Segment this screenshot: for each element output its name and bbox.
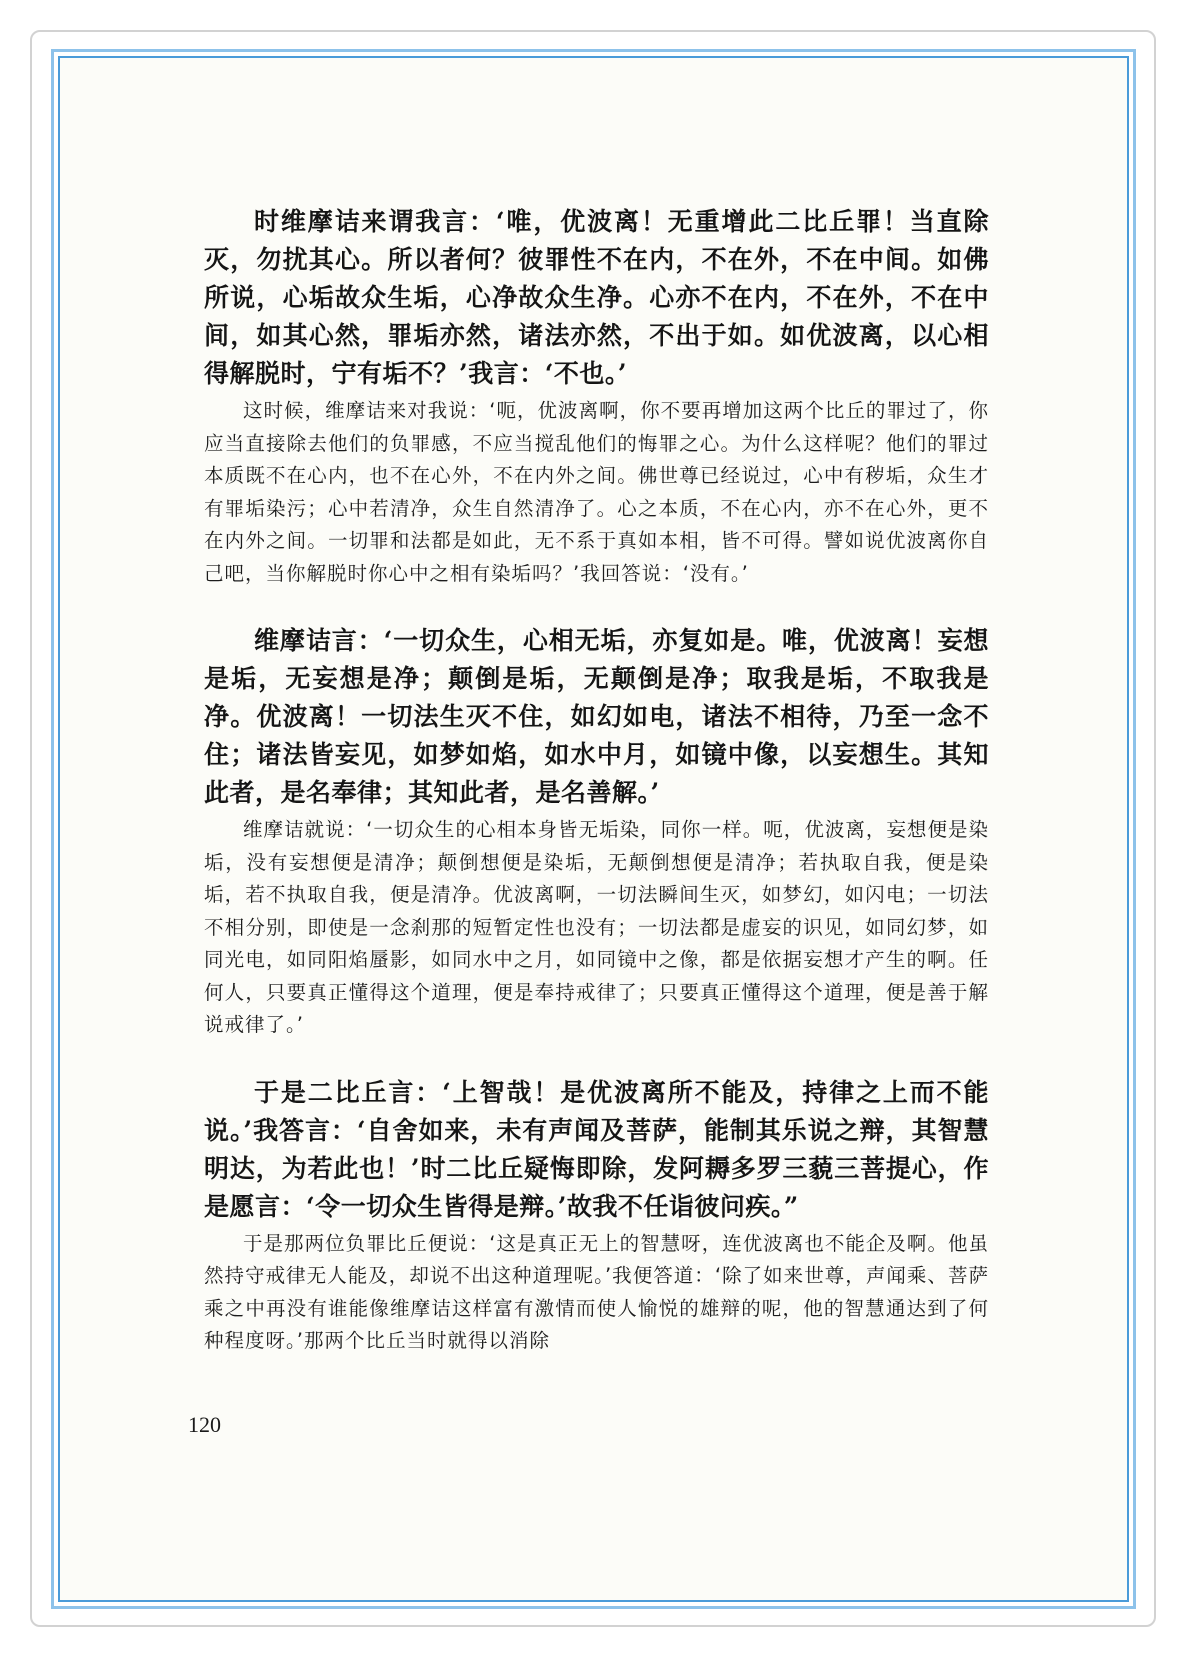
- translation-paragraph-2: 维摩诘就说：‘一切众生的心相本身皆无垢染，同你一样。呃，优波离，妄想便是染垢，没有妄想便是清净；颠倒想便是染垢，无颠倒想便是清净；若执取自我，便是染垢，若不执取自我，便是清净。优波离啊，一切法瞬间生灭，如梦幻，如闪电；一切法不相分别，即使是一念刹那的短暂定性也没有；一切法都是虚妄的识见，如同幻梦，如同光电，如同阳焰蜃影，如同水中之月，如同镜中之像，都是依据妄想才产生的啊。任何人，只要真正懂得这个道理，便是奉持戒律了；只要真正懂得这个道理，便是善于解说戒律了。’: [204, 818, 989, 1036]
- page-number: 120: [188, 1412, 221, 1437]
- section-1: [204, 203, 989, 590]
- section-2: [204, 622, 989, 1042]
- page-body: [204, 203, 989, 1358]
- scripture-paragraph-3: 于是二比丘言：‘上智哉！是优波离所不能及，持律之上而不能说。’我答言：‘自舍如来，未有声闻及菩萨，能制其乐说之辩，其智慧明达，为若此也！’时二比丘疑悔即除，发阿耨多罗三藐三菩提心，作是愿言：‘令一切众生皆得是辩。’故我不任诣彼问疾。”: [204, 1077, 989, 1221]
- translation-paragraph-1: 这时候，维摩诘来对我说：‘呃，优波离啊，你不要再增加这两个比丘的罪过了，你应当直接除去他们的负罪感，不应当搅乱他们的悔罪之心。为什么这样呢？他们的罪过本质既不在心内，也不在心外，不在内外之间。佛世尊已经说过，心中有秽垢，众生才有罪垢染污；心中若清净，众生自然清净了。心之本质，不在心内，亦不在心外，更不在内外之间。一切罪和法都是如此，无不系于真如本相，皆不可得。譬如说优波离你自己吧，当你解脱时你心中之相有染垢吗？’我回答说：‘没有。’: [204, 399, 989, 585]
- scripture-paragraph-1: 时维摩诘来谓我言：‘唯，优波离！无重增此二比丘罪！当直除灭，勿扰其心。所以者何？彼罪性不在内，不在外，不在中间。如佛所说，心垢故众生垢，心净故众生净。心亦不在内，不在外，不在中间，如其心然，罪垢亦然，诸法亦然，不出于如。如优波离，以心相得解脱时，宁有垢不？’我言：‘不也。’: [204, 207, 989, 388]
- page-paper: [58, 56, 1129, 1602]
- page-border: [51, 49, 1136, 1609]
- translation-paragraph-3: 于是那两位负罪比丘便说：‘这是真正无上的智慧呀，连优波离也不能企及啊。他虽然持守戒律无人能及，却说不出这种道理呢。’我便答道：‘除了如来世尊，声闻乘、菩萨乘之中再没有谁能像维摩诘这样富有激情而使人愉悦的雄辩的呢，他的智慧通达到了何种程度呀。’那两个比丘当时就得以消除: [204, 1231, 989, 1352]
- section-3: [204, 1074, 989, 1358]
- scripture-paragraph-2: 维摩诘言：‘一切众生，心相无垢，亦复如是。唯，优波离！妄想是垢，无妄想是净；颠倒是垢，无颠倒是净；取我是垢，不取我是净。优波离！一切法生灭不住，如幻如电，诸法不相待，乃至一念不住；诸法皆妄见，如梦如焰，如水中月，如镜中像，以妄想生。其知此者，是名奉律；其知此者，是名善解。’: [204, 626, 989, 807]
